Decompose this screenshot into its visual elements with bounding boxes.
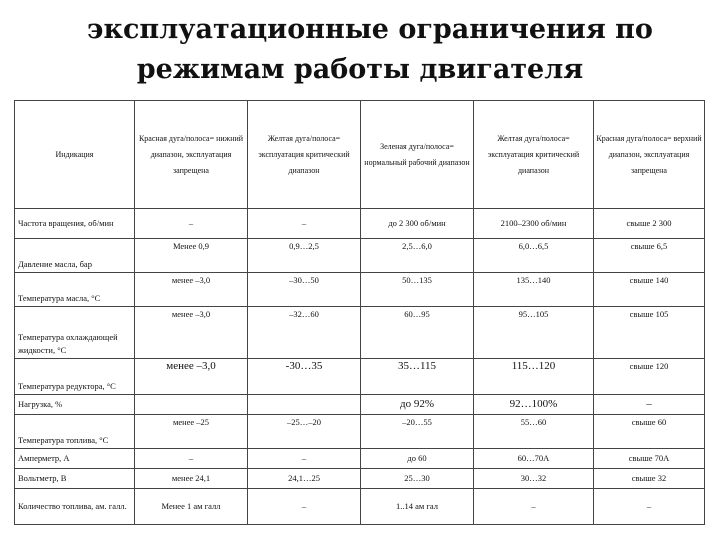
table-cell: свыше 6,5 — [594, 239, 705, 273]
table-cell: 95…105 — [474, 307, 594, 359]
table-cell: 50…135 — [361, 273, 474, 307]
engine-limits-table — [14, 100, 705, 525]
table-cell: –25…–20 — [248, 415, 361, 449]
table-cell: свыше 70А — [594, 449, 705, 469]
table-cell: 55…60 — [474, 415, 594, 449]
table-row — [15, 359, 705, 395]
row-label: Температура охлаждающей жидкости, °С — [15, 307, 135, 359]
table-cell: 30…32 — [474, 469, 594, 489]
table-header-row — [15, 101, 705, 209]
table-cell: –20…55 — [361, 415, 474, 449]
table-row — [15, 307, 705, 359]
table-cell: –32…60 — [248, 307, 361, 359]
table-cell: свыше 105 — [594, 307, 705, 359]
table-cell: до 60 — [361, 449, 474, 469]
slide-title-line-2: режимам работы двигателя — [136, 54, 584, 85]
table-cell: Менее 0,9 — [135, 239, 248, 273]
table-cell: Менее 1 ам галл — [135, 489, 248, 525]
row-label: Температура топлива, °С — [15, 415, 135, 449]
table-row — [15, 395, 705, 415]
row-label: Температура редуктора, °С — [15, 359, 135, 395]
table-cell — [135, 395, 248, 415]
table-cell: до 92% — [361, 395, 474, 415]
table-cell: –30…50 — [248, 273, 361, 307]
header-yellow-upper: Желтая дуга/полоса= эксплуатация критический диапазон — [474, 101, 594, 209]
slide-title-line-1: эксплуатационные ограничения по — [87, 14, 653, 45]
table-cell: менее –25 — [135, 415, 248, 449]
table-row — [15, 469, 705, 489]
table-cell: менее –3,0 — [135, 307, 248, 359]
row-label: Количество топлива, ам. галл. — [15, 489, 135, 525]
header-green: Зеленая дуга/полоса= нормальный рабочий диапазон — [361, 101, 474, 209]
table-cell: свыше 2 300 — [594, 209, 705, 239]
table-cell: менее –3,0 — [135, 273, 248, 307]
row-label: Нагрузка, % — [15, 395, 135, 415]
table-cell: свыше 120 — [594, 359, 705, 395]
table-cell: 60…70А — [474, 449, 594, 469]
table-cell: – — [135, 209, 248, 239]
table-cell: – — [135, 449, 248, 469]
table-cell — [248, 395, 361, 415]
header-red-upper: Красная дуга/полоса= верхний диапазон, эксплуатация запрещена — [594, 101, 705, 209]
table-cell: 25…30 — [361, 469, 474, 489]
table-cell: 2,5…6,0 — [361, 239, 474, 273]
table-cell: до 2 300 об/мин — [361, 209, 474, 239]
table-cell: свыше 60 — [594, 415, 705, 449]
table-cell: 60…95 — [361, 307, 474, 359]
table-cell: 0,9…2,5 — [248, 239, 361, 273]
header-red-lower: Красная дуга/полоса= нижний диапазон, эксплуатация запрещена — [135, 101, 248, 209]
table-row — [15, 239, 705, 273]
table-cell: свыше 140 — [594, 273, 705, 307]
table-cell: 35…115 — [361, 359, 474, 395]
row-label: Температура масла, °С — [15, 273, 135, 307]
table-row — [15, 489, 705, 525]
table-cell: 135…140 — [474, 273, 594, 307]
table-cell: – — [594, 489, 705, 525]
header-indication: Индикация — [15, 101, 135, 209]
row-label: Частота вращения, об/мин — [15, 209, 135, 239]
table-cell: 24,1…25 — [248, 469, 361, 489]
table-cell: 1..14 ам гал — [361, 489, 474, 525]
table-cell: – — [248, 449, 361, 469]
table-row — [15, 273, 705, 307]
table-cell: – — [248, 209, 361, 239]
table-cell: 115…120 — [474, 359, 594, 395]
table-cell: – — [248, 489, 361, 525]
slide-title — [0, 10, 720, 90]
table-cell: менее 24,1 — [135, 469, 248, 489]
header-yellow-lower: Желтая дуга/полоса= эксплуатация критический диапазон — [248, 101, 361, 209]
table-cell: свыше 32 — [594, 469, 705, 489]
row-label: Давление масла, бар — [15, 239, 135, 273]
table-cell: менее –3,0 — [135, 359, 248, 395]
row-label: Вольтметр, В — [15, 469, 135, 489]
table-cell: – — [474, 489, 594, 525]
table-cell: – — [594, 395, 705, 415]
row-label: Амперметр, А — [15, 449, 135, 469]
table-cell: 6,0…6,5 — [474, 239, 594, 273]
table-row — [15, 415, 705, 449]
table-row — [15, 449, 705, 469]
table-cell: 92…100% — [474, 395, 594, 415]
table-cell: -30…35 — [248, 359, 361, 395]
table-row — [15, 209, 705, 239]
table-cell: 2100–2300 об/мин — [474, 209, 594, 239]
